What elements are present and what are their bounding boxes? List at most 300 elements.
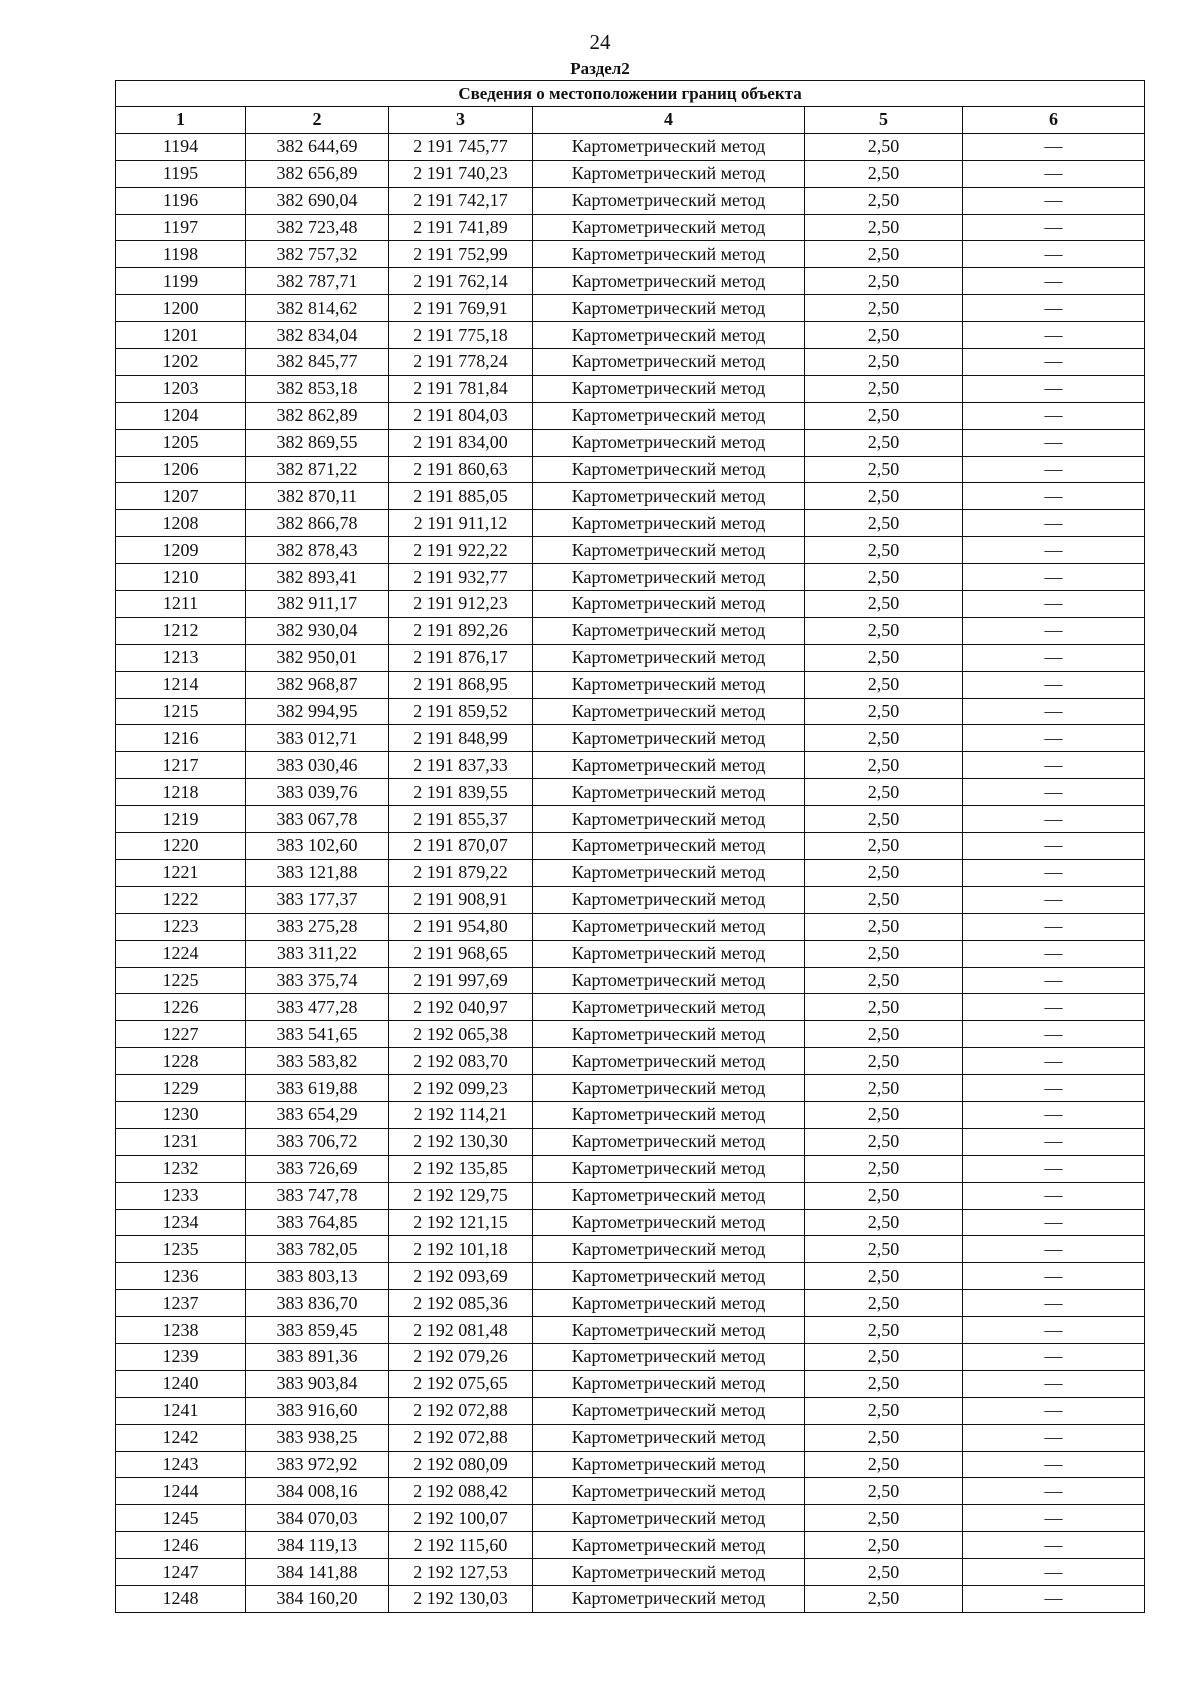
point-number-cell: 1240 bbox=[116, 1370, 246, 1397]
coordinate-y-cell: 2 191 997,69 bbox=[389, 967, 533, 994]
point-number-cell: 1207 bbox=[116, 483, 246, 510]
accuracy-cell: 2,50 bbox=[805, 483, 963, 510]
point-number-cell: 1208 bbox=[116, 510, 246, 537]
coordinate-x-cell: 383 177,37 bbox=[246, 886, 389, 913]
coordinate-x-cell: 384 119,13 bbox=[246, 1532, 389, 1559]
description-cell: — bbox=[963, 591, 1145, 618]
table-row bbox=[116, 1343, 1145, 1370]
table-row bbox=[116, 1021, 1145, 1048]
accuracy-cell: 2,50 bbox=[805, 671, 963, 698]
coordinate-y-cell: 2 192 127,53 bbox=[389, 1559, 533, 1586]
column-header: 5 bbox=[805, 107, 963, 134]
coordinate-x-cell: 383 275,28 bbox=[246, 913, 389, 940]
description-cell: — bbox=[963, 1559, 1145, 1586]
point-number-cell: 1246 bbox=[116, 1532, 246, 1559]
description-cell: — bbox=[963, 268, 1145, 295]
table-row bbox=[116, 1532, 1145, 1559]
method-cell: Картометрический метод bbox=[533, 133, 805, 160]
table-row bbox=[116, 617, 1145, 644]
point-number-cell: 1196 bbox=[116, 187, 246, 214]
accuracy-cell: 2,50 bbox=[805, 268, 963, 295]
coordinate-x-cell: 383 747,78 bbox=[246, 1182, 389, 1209]
method-cell: Картометрический метод bbox=[533, 1343, 805, 1370]
method-cell: Картометрический метод bbox=[533, 564, 805, 591]
coordinate-y-cell: 2 191 741,89 bbox=[389, 214, 533, 241]
coordinate-x-cell: 383 859,45 bbox=[246, 1317, 389, 1344]
table-row bbox=[116, 1048, 1145, 1075]
table-header-row bbox=[116, 107, 1145, 134]
point-number-cell: 1214 bbox=[116, 671, 246, 698]
coordinate-x-cell: 383 375,74 bbox=[246, 967, 389, 994]
table-row bbox=[116, 1424, 1145, 1451]
table-row bbox=[116, 1236, 1145, 1263]
description-cell: — bbox=[963, 375, 1145, 402]
coordinate-y-cell: 2 191 922,22 bbox=[389, 537, 533, 564]
accuracy-cell: 2,50 bbox=[805, 1209, 963, 1236]
method-cell: Картометрический метод bbox=[533, 1424, 805, 1451]
description-cell: — bbox=[963, 241, 1145, 268]
accuracy-cell: 2,50 bbox=[805, 429, 963, 456]
method-cell: Картометрический метод bbox=[533, 456, 805, 483]
coordinate-x-cell: 383 102,60 bbox=[246, 833, 389, 860]
point-number-cell: 1213 bbox=[116, 644, 246, 671]
table-row bbox=[116, 1263, 1145, 1290]
coordinate-y-cell: 2 191 876,17 bbox=[389, 644, 533, 671]
point-number-cell: 1234 bbox=[116, 1209, 246, 1236]
coordinate-x-cell: 383 121,88 bbox=[246, 859, 389, 886]
point-number-cell: 1219 bbox=[116, 806, 246, 833]
coordinate-x-cell: 383 541,65 bbox=[246, 1021, 389, 1048]
table-row bbox=[116, 1585, 1145, 1612]
point-number-cell: 1220 bbox=[116, 833, 246, 860]
accuracy-cell: 2,50 bbox=[805, 1532, 963, 1559]
coordinate-y-cell: 2 192 065,38 bbox=[389, 1021, 533, 1048]
accuracy-cell: 2,50 bbox=[805, 1263, 963, 1290]
coordinate-y-cell: 2 191 804,03 bbox=[389, 402, 533, 429]
table-row bbox=[116, 1101, 1145, 1128]
table-row bbox=[116, 1182, 1145, 1209]
coordinate-y-cell: 2 192 099,23 bbox=[389, 1075, 533, 1102]
table-row bbox=[116, 1317, 1145, 1344]
description-cell: — bbox=[963, 1424, 1145, 1451]
coordinate-y-cell: 2 192 135,85 bbox=[389, 1155, 533, 1182]
accuracy-cell: 2,50 bbox=[805, 1021, 963, 1048]
accuracy-cell: 2,50 bbox=[805, 456, 963, 483]
method-cell: Картометрический метод bbox=[533, 1128, 805, 1155]
point-number-cell: 1199 bbox=[116, 268, 246, 295]
coordinate-y-cell: 2 192 075,65 bbox=[389, 1370, 533, 1397]
table-row bbox=[116, 295, 1145, 322]
accuracy-cell: 2,50 bbox=[805, 214, 963, 241]
description-cell: — bbox=[963, 1182, 1145, 1209]
description-cell: — bbox=[963, 402, 1145, 429]
method-cell: Картометрический метод bbox=[533, 349, 805, 376]
description-cell: — bbox=[963, 940, 1145, 967]
description-cell: — bbox=[963, 644, 1145, 671]
accuracy-cell: 2,50 bbox=[805, 994, 963, 1021]
accuracy-cell: 2,50 bbox=[805, 322, 963, 349]
description-cell: — bbox=[963, 1048, 1145, 1075]
point-number-cell: 1223 bbox=[116, 913, 246, 940]
description-cell: — bbox=[963, 1370, 1145, 1397]
method-cell: Картометрический метод bbox=[533, 1478, 805, 1505]
accuracy-cell: 2,50 bbox=[805, 1317, 963, 1344]
point-number-cell: 1244 bbox=[116, 1478, 246, 1505]
point-number-cell: 1205 bbox=[116, 429, 246, 456]
accuracy-cell: 2,50 bbox=[805, 806, 963, 833]
description-cell: — bbox=[963, 456, 1145, 483]
point-number-cell: 1221 bbox=[116, 859, 246, 886]
coordinate-x-cell: 382 644,69 bbox=[246, 133, 389, 160]
table-row bbox=[116, 913, 1145, 940]
method-cell: Картометрический метод bbox=[533, 994, 805, 1021]
method-cell: Картометрический метод bbox=[533, 806, 805, 833]
coordinate-x-cell: 384 070,03 bbox=[246, 1505, 389, 1532]
point-number-cell: 1202 bbox=[116, 349, 246, 376]
point-number-cell: 1203 bbox=[116, 375, 246, 402]
coordinate-y-cell: 2 191 859,52 bbox=[389, 698, 533, 725]
column-header: 1 bbox=[116, 107, 246, 134]
table-caption-row bbox=[116, 81, 1145, 107]
description-cell: — bbox=[963, 967, 1145, 994]
table-row bbox=[116, 806, 1145, 833]
description-cell: — bbox=[963, 698, 1145, 725]
point-number-cell: 1201 bbox=[116, 322, 246, 349]
coordinate-x-cell: 383 803,13 bbox=[246, 1263, 389, 1290]
coordinate-y-cell: 2 191 762,14 bbox=[389, 268, 533, 295]
table-row bbox=[116, 859, 1145, 886]
coordinate-y-cell: 2 192 079,26 bbox=[389, 1343, 533, 1370]
table-row bbox=[116, 779, 1145, 806]
accuracy-cell: 2,50 bbox=[805, 241, 963, 268]
coordinate-x-cell: 383 938,25 bbox=[246, 1424, 389, 1451]
accuracy-cell: 2,50 bbox=[805, 564, 963, 591]
coordinate-y-cell: 2 192 093,69 bbox=[389, 1263, 533, 1290]
boundary-coordinates-table bbox=[115, 80, 1145, 1613]
method-cell: Картометрический метод bbox=[533, 913, 805, 940]
coordinate-y-cell: 2 191 752,99 bbox=[389, 241, 533, 268]
coordinate-y-cell: 2 191 855,37 bbox=[389, 806, 533, 833]
coordinate-y-cell: 2 191 968,65 bbox=[389, 940, 533, 967]
point-number-cell: 1204 bbox=[116, 402, 246, 429]
description-cell: — bbox=[963, 1101, 1145, 1128]
coordinate-x-cell: 382 656,89 bbox=[246, 160, 389, 187]
point-number-cell: 1241 bbox=[116, 1397, 246, 1424]
table-row bbox=[116, 133, 1145, 160]
accuracy-cell: 2,50 bbox=[805, 1101, 963, 1128]
description-cell: — bbox=[963, 1209, 1145, 1236]
point-number-cell: 1225 bbox=[116, 967, 246, 994]
coordinate-y-cell: 2 192 081,48 bbox=[389, 1317, 533, 1344]
method-cell: Картометрический метод bbox=[533, 322, 805, 349]
coordinate-y-cell: 2 191 870,07 bbox=[389, 833, 533, 860]
method-cell: Картометрический метод bbox=[533, 1209, 805, 1236]
method-cell: Картометрический метод bbox=[533, 1101, 805, 1128]
coordinate-x-cell: 383 067,78 bbox=[246, 806, 389, 833]
accuracy-cell: 2,50 bbox=[805, 160, 963, 187]
coordinate-x-cell: 382 994,95 bbox=[246, 698, 389, 725]
table-row bbox=[116, 187, 1145, 214]
point-number-cell: 1237 bbox=[116, 1290, 246, 1317]
table-row bbox=[116, 967, 1145, 994]
method-cell: Картометрический метод bbox=[533, 1585, 805, 1612]
accuracy-cell: 2,50 bbox=[805, 537, 963, 564]
method-cell: Картометрический метод bbox=[533, 1290, 805, 1317]
description-cell: — bbox=[963, 671, 1145, 698]
coordinate-y-cell: 2 191 868,95 bbox=[389, 671, 533, 698]
description-cell: — bbox=[963, 564, 1145, 591]
accuracy-cell: 2,50 bbox=[805, 1182, 963, 1209]
method-cell: Картометрический метод bbox=[533, 241, 805, 268]
coordinate-y-cell: 2 192 115,60 bbox=[389, 1532, 533, 1559]
coordinate-x-cell: 382 690,04 bbox=[246, 187, 389, 214]
description-cell: — bbox=[963, 322, 1145, 349]
coordinate-y-cell: 2 191 879,22 bbox=[389, 859, 533, 886]
method-cell: Картометрический метод bbox=[533, 1021, 805, 1048]
accuracy-cell: 2,50 bbox=[805, 698, 963, 725]
method-cell: Картометрический метод bbox=[533, 671, 805, 698]
coordinate-x-cell: 382 757,32 bbox=[246, 241, 389, 268]
coordinate-y-cell: 2 192 129,75 bbox=[389, 1182, 533, 1209]
coordinate-x-cell: 383 903,84 bbox=[246, 1370, 389, 1397]
coordinate-y-cell: 2 192 085,36 bbox=[389, 1290, 533, 1317]
method-cell: Картометрический метод bbox=[533, 295, 805, 322]
table-caption: Сведения о местоположении границ объекта bbox=[116, 81, 1145, 107]
point-number-cell: 1248 bbox=[116, 1585, 246, 1612]
description-cell: — bbox=[963, 806, 1145, 833]
table-row bbox=[116, 833, 1145, 860]
accuracy-cell: 2,50 bbox=[805, 510, 963, 537]
description-cell: — bbox=[963, 833, 1145, 860]
accuracy-cell: 2,50 bbox=[805, 833, 963, 860]
accuracy-cell: 2,50 bbox=[805, 187, 963, 214]
point-number-cell: 1224 bbox=[116, 940, 246, 967]
coordinate-y-cell: 2 191 860,63 bbox=[389, 456, 533, 483]
coordinate-x-cell: 384 141,88 bbox=[246, 1559, 389, 1586]
coordinate-x-cell: 383 972,92 bbox=[246, 1451, 389, 1478]
coordinate-y-cell: 2 191 775,18 bbox=[389, 322, 533, 349]
coordinate-x-cell: 383 583,82 bbox=[246, 1048, 389, 1075]
coordinate-x-cell: 384 160,20 bbox=[246, 1585, 389, 1612]
point-number-cell: 1233 bbox=[116, 1182, 246, 1209]
coordinate-y-cell: 2 192 040,97 bbox=[389, 994, 533, 1021]
point-number-cell: 1212 bbox=[116, 617, 246, 644]
accuracy-cell: 2,50 bbox=[805, 1236, 963, 1263]
table-row bbox=[116, 241, 1145, 268]
point-number-cell: 1229 bbox=[116, 1075, 246, 1102]
accuracy-cell: 2,50 bbox=[805, 591, 963, 618]
accuracy-cell: 2,50 bbox=[805, 1585, 963, 1612]
description-cell: — bbox=[963, 537, 1145, 564]
method-cell: Картометрический метод bbox=[533, 617, 805, 644]
description-cell: — bbox=[963, 1343, 1145, 1370]
description-cell: — bbox=[963, 214, 1145, 241]
method-cell: Картометрический метод bbox=[533, 268, 805, 295]
point-number-cell: 1195 bbox=[116, 160, 246, 187]
description-cell: — bbox=[963, 886, 1145, 913]
table-row bbox=[116, 698, 1145, 725]
description-cell: — bbox=[963, 1397, 1145, 1424]
description-cell: — bbox=[963, 859, 1145, 886]
table-row bbox=[116, 1155, 1145, 1182]
coordinate-x-cell: 383 311,22 bbox=[246, 940, 389, 967]
method-cell: Картометрический метод bbox=[533, 1451, 805, 1478]
method-cell: Картометрический метод bbox=[533, 752, 805, 779]
accuracy-cell: 2,50 bbox=[805, 295, 963, 322]
coordinate-x-cell: 383 891,36 bbox=[246, 1343, 389, 1370]
accuracy-cell: 2,50 bbox=[805, 617, 963, 644]
coordinate-y-cell: 2 191 745,77 bbox=[389, 133, 533, 160]
accuracy-cell: 2,50 bbox=[805, 349, 963, 376]
method-cell: Картометрический метод bbox=[533, 833, 805, 860]
coordinate-x-cell: 382 834,04 bbox=[246, 322, 389, 349]
table-row bbox=[116, 886, 1145, 913]
table-row bbox=[116, 160, 1145, 187]
table-row bbox=[116, 1290, 1145, 1317]
description-cell: — bbox=[963, 1317, 1145, 1344]
method-cell: Картометрический метод bbox=[533, 429, 805, 456]
table-row bbox=[116, 429, 1145, 456]
description-cell: — bbox=[963, 1263, 1145, 1290]
coordinate-x-cell: 382 968,87 bbox=[246, 671, 389, 698]
coordinate-y-cell: 2 192 114,21 bbox=[389, 1101, 533, 1128]
table-row bbox=[116, 644, 1145, 671]
coordinate-x-cell: 382 930,04 bbox=[246, 617, 389, 644]
description-cell: — bbox=[963, 429, 1145, 456]
coordinate-y-cell: 2 191 834,00 bbox=[389, 429, 533, 456]
coordinate-y-cell: 2 192 130,30 bbox=[389, 1128, 533, 1155]
accuracy-cell: 2,50 bbox=[805, 402, 963, 429]
coordinate-x-cell: 382 950,01 bbox=[246, 644, 389, 671]
coordinate-y-cell: 2 192 100,07 bbox=[389, 1505, 533, 1532]
description-cell: — bbox=[963, 1236, 1145, 1263]
description-cell: — bbox=[963, 1451, 1145, 1478]
column-header: 2 bbox=[246, 107, 389, 134]
coordinate-x-cell: 382 862,89 bbox=[246, 402, 389, 429]
point-number-cell: 1239 bbox=[116, 1343, 246, 1370]
table-row bbox=[116, 322, 1145, 349]
method-cell: Картометрический метод bbox=[533, 160, 805, 187]
coordinate-x-cell: 382 853,18 bbox=[246, 375, 389, 402]
method-cell: Картометрический метод bbox=[533, 1236, 805, 1263]
table-row bbox=[116, 1370, 1145, 1397]
coordinate-y-cell: 2 191 740,23 bbox=[389, 160, 533, 187]
coordinate-y-cell: 2 191 932,77 bbox=[389, 564, 533, 591]
coordinate-y-cell: 2 191 778,24 bbox=[389, 349, 533, 376]
method-cell: Картометрический метод bbox=[533, 1075, 805, 1102]
table-row bbox=[116, 564, 1145, 591]
accuracy-cell: 2,50 bbox=[805, 133, 963, 160]
accuracy-cell: 2,50 bbox=[805, 967, 963, 994]
point-number-cell: 1209 bbox=[116, 537, 246, 564]
column-header: 4 bbox=[533, 107, 805, 134]
accuracy-cell: 2,50 bbox=[805, 1370, 963, 1397]
method-cell: Картометрический метод bbox=[533, 725, 805, 752]
accuracy-cell: 2,50 bbox=[805, 1559, 963, 1586]
description-cell: — bbox=[963, 483, 1145, 510]
coordinate-y-cell: 2 191 848,99 bbox=[389, 725, 533, 752]
accuracy-cell: 2,50 bbox=[805, 859, 963, 886]
coordinate-x-cell: 383 039,76 bbox=[246, 779, 389, 806]
point-number-cell: 1210 bbox=[116, 564, 246, 591]
table-row bbox=[116, 1397, 1145, 1424]
table-row bbox=[116, 268, 1145, 295]
coordinate-x-cell: 382 787,71 bbox=[246, 268, 389, 295]
method-cell: Картометрический метод bbox=[533, 644, 805, 671]
method-cell: Картометрический метод bbox=[533, 1397, 805, 1424]
accuracy-cell: 2,50 bbox=[805, 1424, 963, 1451]
point-number-cell: 1236 bbox=[116, 1263, 246, 1290]
page-number: 24 bbox=[589, 30, 611, 54]
description-cell: — bbox=[963, 1505, 1145, 1532]
method-cell: Картометрический метод bbox=[533, 1505, 805, 1532]
coordinate-x-cell: 382 869,55 bbox=[246, 429, 389, 456]
accuracy-cell: 2,50 bbox=[805, 886, 963, 913]
coordinate-y-cell: 2 192 101,18 bbox=[389, 1236, 533, 1263]
table-row bbox=[116, 1505, 1145, 1532]
table-row bbox=[116, 456, 1145, 483]
coordinate-x-cell: 382 878,43 bbox=[246, 537, 389, 564]
point-number-cell: 1242 bbox=[116, 1424, 246, 1451]
method-cell: Картометрический метод bbox=[533, 1317, 805, 1344]
coordinate-x-cell: 383 654,29 bbox=[246, 1101, 389, 1128]
description-cell: — bbox=[963, 160, 1145, 187]
method-cell: Картометрический метод bbox=[533, 402, 805, 429]
point-number-cell: 1218 bbox=[116, 779, 246, 806]
description-cell: — bbox=[963, 1021, 1145, 1048]
table-row bbox=[116, 994, 1145, 1021]
point-number-cell: 1216 bbox=[116, 725, 246, 752]
coordinate-x-cell: 382 723,48 bbox=[246, 214, 389, 241]
accuracy-cell: 2,50 bbox=[805, 913, 963, 940]
coordinate-y-cell: 2 191 837,33 bbox=[389, 752, 533, 779]
coordinate-x-cell: 383 477,28 bbox=[246, 994, 389, 1021]
table-row bbox=[116, 1075, 1145, 1102]
point-number-cell: 1245 bbox=[116, 1505, 246, 1532]
method-cell: Картометрический метод bbox=[533, 591, 805, 618]
description-cell: — bbox=[963, 994, 1145, 1021]
coordinate-y-cell: 2 192 072,88 bbox=[389, 1424, 533, 1451]
method-cell: Картометрический метод bbox=[533, 698, 805, 725]
table-row bbox=[116, 214, 1145, 241]
method-cell: Картометрический метод bbox=[533, 779, 805, 806]
coordinate-y-cell: 2 192 080,09 bbox=[389, 1451, 533, 1478]
description-cell: — bbox=[963, 133, 1145, 160]
coordinate-x-cell: 382 870,11 bbox=[246, 483, 389, 510]
accuracy-cell: 2,50 bbox=[805, 752, 963, 779]
method-cell: Картометрический метод bbox=[533, 214, 805, 241]
table-row bbox=[116, 510, 1145, 537]
accuracy-cell: 2,50 bbox=[805, 1343, 963, 1370]
table-row bbox=[116, 1209, 1145, 1236]
accuracy-cell: 2,50 bbox=[805, 1397, 963, 1424]
method-cell: Картометрический метод bbox=[533, 940, 805, 967]
coordinate-x-cell: 382 845,77 bbox=[246, 349, 389, 376]
table-row bbox=[116, 1128, 1145, 1155]
method-cell: Картометрический метод bbox=[533, 1263, 805, 1290]
coordinate-x-cell: 383 012,71 bbox=[246, 725, 389, 752]
table-row bbox=[116, 1478, 1145, 1505]
table-row bbox=[116, 537, 1145, 564]
accuracy-cell: 2,50 bbox=[805, 375, 963, 402]
description-cell: — bbox=[963, 913, 1145, 940]
accuracy-cell: 2,50 bbox=[805, 1155, 963, 1182]
coordinate-x-cell: 382 893,41 bbox=[246, 564, 389, 591]
coordinate-y-cell: 2 192 072,88 bbox=[389, 1397, 533, 1424]
coordinate-y-cell: 2 191 911,12 bbox=[389, 510, 533, 537]
coordinate-y-cell: 2 191 781,84 bbox=[389, 375, 533, 402]
method-cell: Картометрический метод bbox=[533, 886, 805, 913]
